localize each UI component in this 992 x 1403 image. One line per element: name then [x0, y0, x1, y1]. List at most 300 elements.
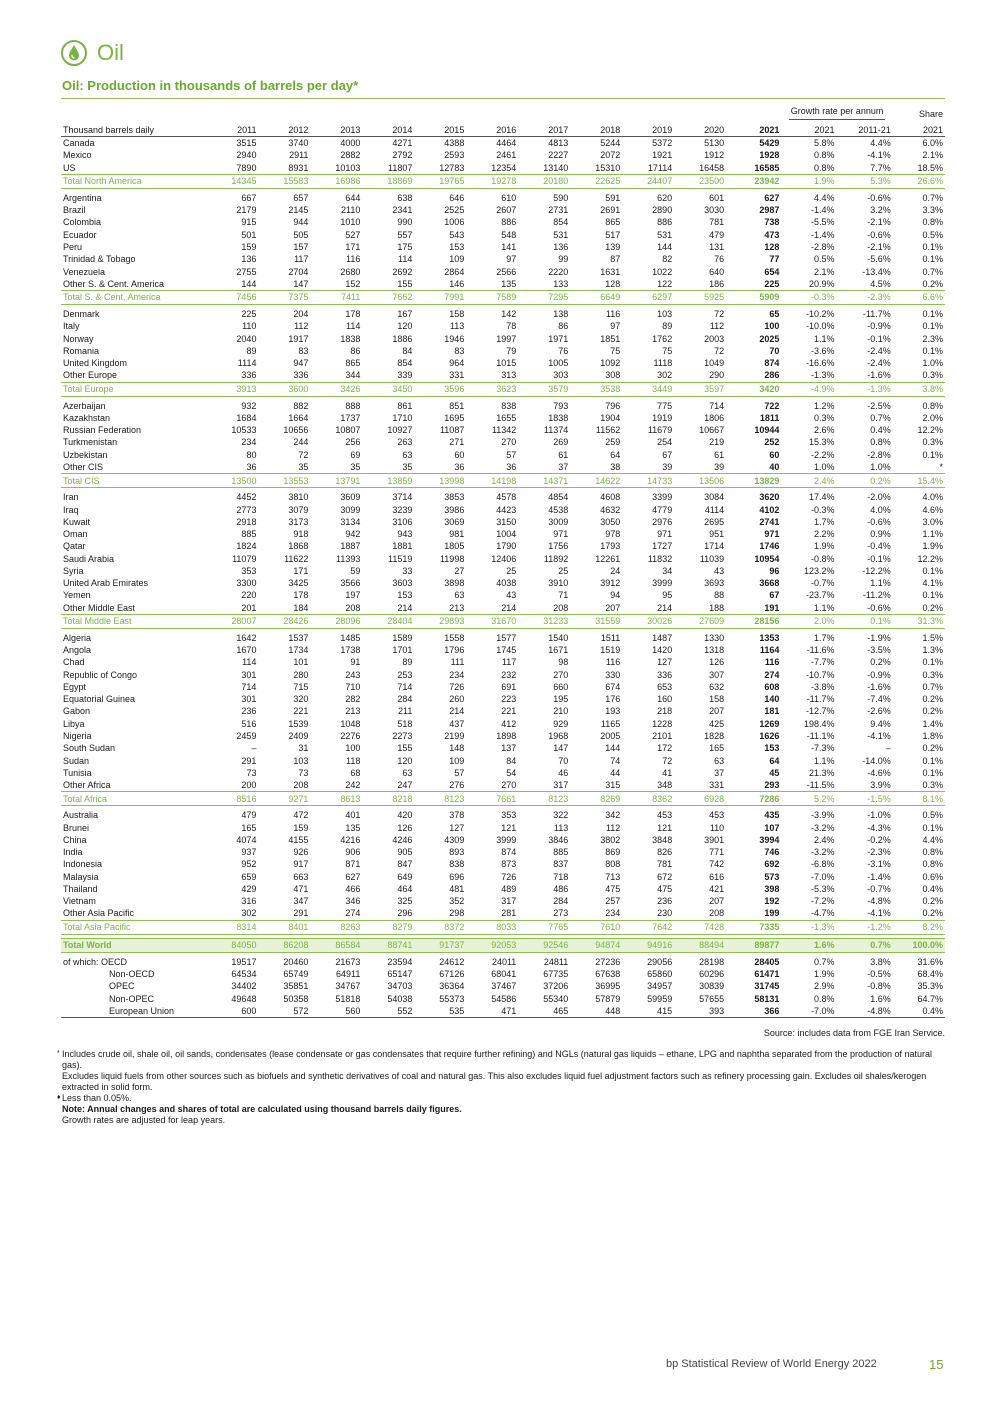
cell: 347	[293, 896, 309, 907]
cell: 3150	[496, 516, 517, 527]
growth-header	[781, 100, 892, 120]
cell: 1511	[600, 632, 621, 643]
cell: 926	[293, 847, 309, 858]
cell: 20.9%	[809, 278, 835, 289]
header-blank	[414, 100, 466, 120]
world-total-row	[61, 938, 945, 952]
cell: 435	[764, 810, 780, 821]
cell: 0.1%	[922, 254, 943, 265]
cell: 8269	[570, 792, 622, 806]
header-blank	[466, 100, 518, 120]
cell: 353	[241, 565, 257, 576]
table-row	[61, 705, 945, 717]
cell: -3.9%	[811, 810, 835, 821]
cell: 346	[345, 896, 361, 907]
cell: 302	[241, 908, 257, 919]
cell: -7.4%	[867, 694, 891, 705]
cell: 1.0%	[870, 461, 891, 472]
cell: 3449	[622, 382, 674, 396]
row-label: Iraq	[63, 504, 79, 515]
share-year-header: 2021	[893, 120, 945, 137]
cell: -4.8%	[867, 896, 891, 907]
cell: 147	[293, 278, 309, 289]
cell: 2.3%	[922, 333, 943, 344]
cell: 516	[241, 718, 257, 729]
row-label: Other Europe	[63, 370, 118, 381]
cell: 11892	[543, 553, 569, 564]
cell: 472	[293, 810, 309, 821]
cell: 1790	[496, 541, 517, 552]
cell: 0.3%	[922, 370, 943, 381]
cell: -11.7%	[862, 309, 891, 320]
growth-label: Growth rate per annum	[789, 106, 886, 120]
cell: 4813	[548, 138, 569, 149]
cell: 2890	[652, 205, 673, 216]
year-header: 2017	[518, 120, 570, 137]
row-label: Norway	[63, 333, 94, 344]
cell: 126	[709, 657, 725, 668]
cell: 68	[350, 767, 361, 778]
total-row	[61, 290, 945, 304]
cell: 218	[657, 706, 673, 717]
cell: 517	[605, 229, 621, 240]
cell: -2.1%	[867, 217, 891, 228]
cell: 199	[764, 908, 780, 919]
cell: 1.1%	[814, 755, 835, 766]
cell: -0.2%	[867, 834, 891, 845]
cell: 133	[553, 278, 569, 289]
cell: 63	[714, 755, 725, 766]
cell: 918	[293, 529, 309, 540]
cell: 24011	[491, 956, 517, 967]
cell: 197	[345, 590, 361, 601]
cell: 3173	[288, 516, 309, 527]
cell: 128	[764, 241, 780, 252]
table-title: Oil: Production in thousands of barrels per day*	[62, 78, 359, 93]
cell: 70	[769, 345, 780, 356]
cell: 4452	[236, 492, 257, 503]
cell: 722	[764, 400, 780, 411]
cell: 1.1%	[870, 578, 891, 589]
cell: 5.3%	[837, 174, 893, 188]
year-header: 2013	[310, 120, 362, 137]
cell: 8314	[206, 920, 258, 934]
cell: 4.1%	[922, 578, 943, 589]
cell: 1318	[704, 645, 725, 656]
cell: 57	[454, 767, 465, 778]
cell: 198.4%	[804, 718, 835, 729]
cell: 192	[764, 896, 780, 907]
cell: 654	[764, 266, 780, 277]
cell: 1519	[600, 645, 621, 656]
cell: 325	[397, 896, 413, 907]
cell: 714	[241, 681, 257, 692]
cell: 0.2%	[870, 657, 891, 668]
table-row	[61, 858, 945, 870]
cell: -3.8%	[811, 681, 835, 692]
cell: 0.8%	[922, 859, 943, 870]
cell: 11562	[595, 425, 621, 436]
table-row	[61, 730, 945, 742]
cell: 26.6%	[893, 174, 945, 188]
cell: 481	[449, 883, 465, 894]
cell: 158	[709, 694, 725, 705]
cell: 34703	[387, 981, 413, 992]
cell: 1928	[759, 150, 780, 161]
cell: 964	[449, 358, 465, 369]
cell: 35.3%	[917, 981, 943, 992]
cell: 1228	[652, 718, 673, 729]
cell: 97	[610, 321, 621, 332]
of-which-row	[61, 980, 945, 992]
cell: 1589	[392, 632, 413, 643]
cell: 3420	[726, 382, 781, 396]
cell: 13506	[674, 474, 726, 488]
row-label: Other CIS	[63, 461, 104, 472]
cell: 8263	[310, 920, 362, 934]
cell: 57879	[595, 993, 621, 1004]
cell: 43	[714, 565, 725, 576]
page-title: Oil	[97, 40, 124, 65]
cell: 591	[605, 192, 621, 203]
title-rule	[61, 98, 945, 99]
cell: 429	[241, 883, 257, 894]
cell: 244	[293, 437, 309, 448]
cell: 7642	[622, 920, 674, 934]
cell: 7589	[466, 290, 518, 304]
cell: -12.2%	[862, 565, 891, 576]
cell: 3846	[548, 834, 569, 845]
cell: 31745	[754, 981, 780, 992]
cell: -4.1%	[867, 150, 891, 161]
source-note: Source: includes data from FGE Iran Service.	[763, 1028, 945, 1038]
cell: 2976	[652, 516, 673, 527]
cell: 464	[397, 883, 413, 894]
cell: 11079	[232, 553, 257, 564]
cell: 171	[345, 241, 361, 252]
cell: 322	[553, 810, 569, 821]
footnote-1: * Includes crude oil, shale oil, oil sands, condensates (lease condensate or gas condensates that require further refining) and NGLs (natural gas liquids – ethane, LPG and naphtha separated from the production of natural gas).	[57, 1049, 933, 1070]
cell: 100	[345, 743, 361, 754]
cell: 905	[397, 847, 413, 858]
cell: 303	[553, 370, 569, 381]
cell: 11087	[439, 425, 465, 436]
cell: 128	[605, 278, 621, 289]
table-row	[61, 632, 945, 644]
row-label: China	[63, 834, 87, 845]
cell: 1.2%	[814, 400, 835, 411]
cell: 253	[397, 669, 413, 680]
cell: 260	[449, 694, 465, 705]
cell: 943	[397, 529, 413, 540]
cell: 282	[345, 694, 361, 705]
cell: 76	[558, 345, 569, 356]
cell: 208	[709, 908, 725, 919]
cell: –	[885, 743, 891, 754]
cell: -0.9%	[867, 321, 891, 332]
cell: 437	[449, 718, 465, 729]
footnote-2: Excludes liquid fuels from other sources such as biofuels and synthetic derivatives of coal and natural gas. This also excludes liquid fuel adjustment factors such as refinery processing gain. Excludes oil shales/kerogen extracted in solid form.	[62, 1071, 927, 1092]
cell: 13140	[543, 162, 569, 173]
cell: 19278	[466, 174, 518, 188]
cell: 453	[657, 810, 673, 821]
row-label: US	[63, 162, 76, 173]
cell: 78	[506, 321, 517, 332]
cell: 906	[345, 847, 361, 858]
cell: 1671	[548, 645, 569, 656]
cell: 12406	[491, 553, 517, 564]
cell: 0.5%	[922, 229, 943, 240]
cell: 489	[501, 883, 517, 894]
cell: 59959	[647, 993, 673, 1004]
cell: 178	[345, 309, 361, 320]
cell: 331	[449, 370, 465, 381]
cell: 4102	[759, 504, 780, 515]
cell: 234	[241, 437, 257, 448]
cell: 4246	[392, 834, 413, 845]
cell: 1.9%	[781, 174, 836, 188]
cell: 23942	[726, 174, 781, 188]
cell: 2110	[341, 205, 361, 216]
row-label: United Kingdom	[63, 358, 128, 369]
cell: 191	[764, 602, 780, 613]
cell: 121	[501, 822, 517, 833]
cell: 2864	[444, 266, 465, 277]
cell: 284	[553, 896, 569, 907]
cell: 3106	[392, 516, 413, 527]
cell: 726	[449, 681, 465, 692]
cell: 0.1%	[922, 241, 943, 252]
cell: -0.6%	[867, 516, 891, 527]
cell: 86208	[258, 938, 310, 952]
growth-year-header: 2021	[781, 120, 836, 137]
cell: 7295	[518, 290, 570, 304]
year-header: 2011	[206, 120, 258, 137]
cell: 35851	[283, 981, 309, 992]
page-number: 15	[929, 1357, 944, 1372]
cell: -11.7%	[806, 694, 835, 705]
table-row	[61, 883, 945, 895]
cell: 660	[553, 681, 569, 692]
cell: 3912	[600, 578, 621, 589]
row-label: Other Asia Pacific	[63, 908, 135, 919]
cell: 1664	[288, 412, 309, 423]
cell: 45	[769, 767, 780, 778]
cell: 2773	[236, 504, 257, 515]
cell: 0.8%	[814, 993, 835, 1004]
cell: 184	[293, 602, 309, 613]
cell: 2025	[759, 333, 780, 344]
cell: 11622	[284, 553, 309, 564]
cell: 91	[350, 657, 361, 668]
cell: 219	[709, 437, 725, 448]
cell: 0.1%	[922, 767, 943, 778]
cell: -2.3%	[867, 847, 891, 858]
cell: 55373	[439, 993, 465, 1004]
cell: 5429	[759, 138, 780, 149]
cell: 421	[709, 883, 725, 894]
cell: 7456	[206, 290, 258, 304]
cell: 284	[397, 694, 413, 705]
cell: 36995	[595, 981, 621, 992]
row-label: Gabon	[63, 706, 91, 717]
cell: 8401	[258, 920, 310, 934]
cell: 301	[241, 669, 257, 680]
cell: -0.7%	[811, 578, 835, 589]
cell: 4779	[652, 504, 673, 515]
cell: 3994	[759, 834, 780, 845]
cell: 4.4%	[870, 138, 891, 149]
cell: 44	[610, 767, 621, 778]
cell: -0.1%	[867, 333, 891, 344]
table-row	[61, 754, 945, 766]
cell: -2.3%	[837, 290, 893, 304]
cell: 207	[709, 706, 725, 717]
cell: 39	[662, 461, 673, 472]
cell: 3079	[288, 504, 309, 515]
cell: 4000	[340, 138, 361, 149]
row-label: Other Middle East	[63, 602, 136, 613]
cell: 31233	[518, 614, 570, 628]
cell: -11.5%	[806, 780, 835, 791]
cell: 330	[605, 669, 621, 680]
cell: 1269	[759, 718, 780, 729]
cell: 11807	[388, 162, 413, 173]
cell: 0.9%	[870, 529, 891, 540]
unit-label: Thousand barrels daily	[61, 120, 206, 137]
cell: 280	[293, 669, 309, 680]
cell: 16986	[310, 174, 362, 188]
cell: 37467	[491, 981, 517, 992]
cell: -5.5%	[811, 217, 835, 228]
cell: 11342	[491, 425, 517, 436]
table-row	[61, 357, 945, 369]
cell: 160	[657, 694, 673, 705]
row-label: Total S. & Cent. America	[61, 290, 206, 304]
cell: 2040	[236, 333, 257, 344]
row-label: Yemen	[63, 590, 91, 601]
cell: 172	[657, 743, 673, 754]
cell: 157	[293, 241, 309, 252]
cell: 72	[298, 449, 309, 460]
cell: -4.8%	[837, 1005, 893, 1018]
cell: 1738	[340, 645, 361, 656]
cell: 1540	[548, 632, 569, 643]
cell: 1577	[496, 632, 517, 643]
cell: 715	[293, 681, 309, 692]
cell: 610	[501, 192, 517, 203]
cell: 213	[345, 706, 361, 717]
cell: 1330	[704, 632, 725, 643]
cell: 274	[345, 908, 361, 919]
cell: 64	[769, 755, 780, 766]
cell: 65749	[283, 969, 309, 979]
cell: 307	[709, 669, 725, 680]
cell: 153	[397, 590, 413, 601]
cell: 738	[764, 217, 780, 228]
cell: 84	[506, 755, 517, 766]
row-label: Malaysia	[63, 871, 99, 882]
cell: 31559	[570, 614, 622, 628]
row-label: Argentina	[63, 192, 102, 203]
row-label: Total World	[61, 938, 206, 952]
cell: 317	[553, 780, 569, 791]
cell: 2273	[392, 731, 413, 742]
cell: 117	[294, 254, 309, 265]
cell: 37206	[543, 981, 569, 992]
header-blank	[362, 100, 414, 120]
cell: 937	[241, 847, 257, 858]
cell: 1.9%	[814, 541, 835, 552]
cell: 186	[709, 278, 725, 289]
cell: 220	[241, 590, 257, 601]
cell: 68041	[491, 969, 517, 979]
cell: 1710	[392, 412, 413, 423]
cell: 0.8%	[870, 437, 891, 448]
cell: 35	[402, 461, 413, 472]
cell: 886	[501, 217, 517, 228]
table-row	[61, 718, 945, 730]
cell: 207	[605, 602, 621, 613]
cell: 1655	[496, 412, 517, 423]
cell: 146	[449, 278, 465, 289]
cell: 137	[501, 743, 517, 754]
cell: 543	[449, 229, 465, 240]
cell: 5909	[726, 290, 781, 304]
cell: 57	[506, 449, 517, 460]
row-label: India	[63, 847, 83, 858]
cell: 21673	[335, 956, 361, 967]
cell: 308	[605, 370, 621, 381]
cell: 28096	[310, 614, 362, 628]
cell: 109	[449, 755, 465, 766]
cell: 25	[558, 565, 569, 576]
cell: -4.1%	[867, 731, 891, 742]
cell: 4578	[496, 492, 517, 503]
cell: 293	[764, 780, 780, 791]
cell: 2005	[600, 731, 621, 742]
cell: 1968	[548, 731, 569, 742]
cell: 0.8%	[922, 400, 943, 411]
table-row	[61, 809, 945, 821]
cell: -0.7%	[867, 883, 891, 894]
table-row	[61, 216, 945, 228]
table-row	[61, 204, 945, 216]
cell: 590	[553, 192, 569, 203]
cell: 28198	[699, 956, 725, 967]
cell: 874	[501, 847, 517, 858]
cell: 2.6%	[814, 425, 835, 436]
cell: -0.9%	[867, 669, 891, 680]
cell: 1.1%	[922, 529, 943, 540]
cell: 23500	[674, 174, 726, 188]
year-header: 2019	[622, 120, 674, 137]
cell: 885	[241, 529, 257, 540]
cell: 138	[553, 309, 569, 320]
cell: 114	[346, 321, 361, 332]
cell: 88494	[674, 938, 726, 952]
cell: 50358	[283, 993, 309, 1004]
cell: 3069	[444, 516, 465, 527]
cell: 141	[501, 241, 517, 252]
cell: 691	[501, 681, 517, 692]
row-label: Peru	[63, 241, 83, 252]
cell: 1714	[704, 541, 725, 552]
cell: 19765	[414, 174, 466, 188]
cell: 64911	[336, 969, 361, 979]
cell: 65	[769, 309, 780, 320]
cell: 572	[258, 1005, 310, 1018]
